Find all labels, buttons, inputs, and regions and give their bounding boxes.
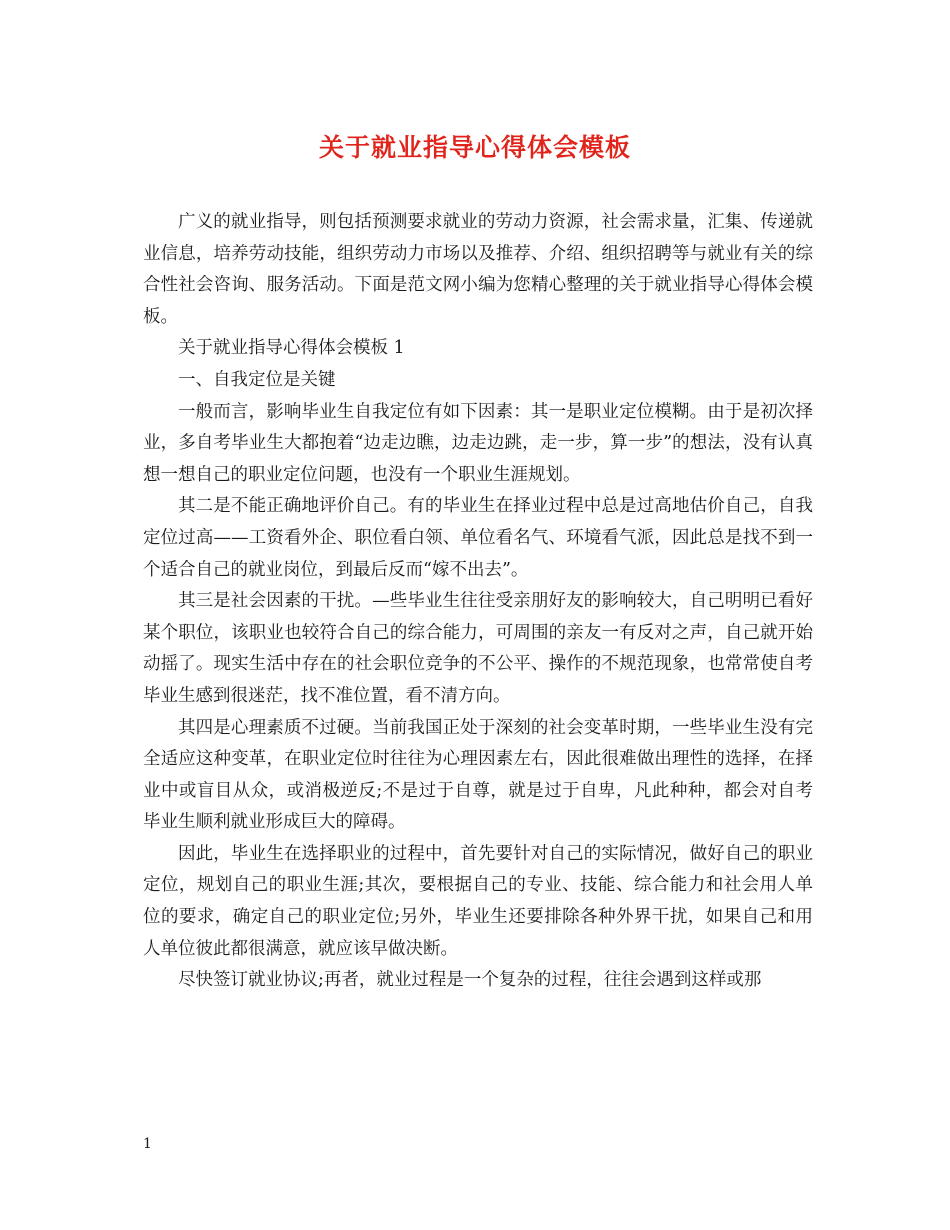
- paragraph-factor-one: 一般而言，影响毕业生自我定位有如下因素：其一是职业定位模糊。由于是初次择业，多自考毕业生大都抱着“边走边瞧，边走边跳，走一步，算一步”的想法，没有认真想一想自己的职业定位问题，也没有一个职业生涯规划。: [143, 401, 813, 485]
- page-number: 1: [143, 1136, 152, 1152]
- paragraph-factor-two: 其二是不能正确地评价自己。有的毕业生在择业过程中总是过高地估价自己，自我定位过高——工资看外企、职位看白领、单位看名气、环境看气派，因此总是找不到一个适合自己的就业岗位，到最后反而“嫁不出去”。: [143, 496, 813, 580]
- paragraph-intro: 广义的就业指导，则包括预测要求就业的劳动力资源，社会需求量，汇集、传递就业信息，培养劳动技能，组织劳动力市场以及推荐、介绍、组织招聘等与就业有关的综合性社会咨询、服务活动。下面是范文网小编为您精心整理的关于就业指导心得体会模板。: [143, 212, 813, 327]
- document-title: 关于就业指导心得体会模板: [318, 133, 631, 162]
- paragraph-continued: 尽快签订就业协议;再者，就业过程是一个复杂的过程，往往会遇到这样或那: [178, 970, 762, 991]
- document-body: [143, 207, 813, 997]
- paragraph-factor-four: 其四是心理素质不过硬。当前我国正处于深刻的社会变革时期，一些毕业生没有完全适应这种变革，在职业定位时往往为心理因素左右，因此很难做出理性的选择，在择业中或盲目从众，或消极逆反;不是过于自尊，就是过于自卑，凡此种种，都会对自考毕业生顺利就业形成巨大的障碍。: [143, 717, 813, 833]
- paragraph-conclusion: 因此，毕业生在选择职业的过程中，首先要针对自己的实际情况，做好自己的职业定位，规划自己的职业生涯;其次，要根据自己的专业、技能、综合能力和社会用人单位的要求，确定自己的职业定位;另外，毕业生还要排除各种外界干扰，如果自己和用人单位彼此都很满意，就应该早做决断。: [143, 843, 813, 959]
- paragraph-template-heading: 关于就业指导心得体会模板 1: [178, 338, 405, 359]
- paragraph-factor-three: 其三是社会因素的干扰。—些毕业生往往受亲朋好友的影响较大，自己明明已看好某个职位，该职业也较符合自己的综合能力，可周围的亲友一有反对之声，自己就开始动摇了。现实生活中存在的社会职位竞争的不公平、操作的不规范现象，也常常使自考毕业生感到很迷茫，找不准位置，看不清方向。: [143, 591, 813, 706]
- paragraph-section-heading: 一、自我定位是关键: [178, 369, 336, 390]
